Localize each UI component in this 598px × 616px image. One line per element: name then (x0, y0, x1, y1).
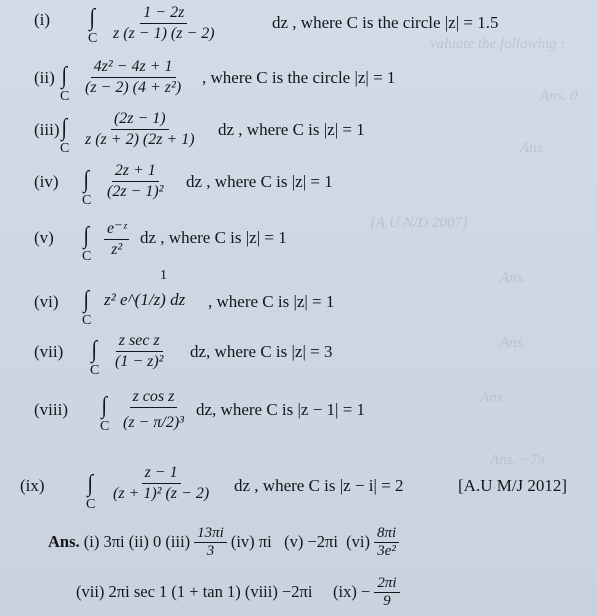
problem-label: (vii) (34, 342, 64, 361)
problem-iv (0, 158, 598, 210)
problem-label: (vi) (34, 292, 59, 311)
problem-viii (0, 384, 598, 456)
problem-condition: dz , where C is |z| = 1 (140, 228, 287, 247)
integral-symbol: ∫ C (82, 287, 92, 328)
problem-v (0, 214, 598, 266)
answer-ix-fraction: $\frac{2\pi i}{9}$ (374, 575, 399, 610)
problem-condition: dz , where C is the circle |z| = 1.5 (272, 13, 499, 32)
integrand-fraction: $\frac{\text{z sec z}}{\text{(1 − z)²}}$ (115, 332, 164, 370)
integrand-expression: z² e^(1/z) dz (104, 290, 186, 309)
ghost-ref: [A.U N/D 2007] (370, 215, 468, 231)
exam-reference: [A.U M/J 2012] (458, 476, 568, 495)
ghost-heading: valuate the following : (430, 36, 566, 52)
problem-vi (0, 266, 598, 326)
integral-symbol: ∫ C (86, 471, 96, 512)
answer-iii-fraction: $\frac{13\pi i}{3}$ (194, 525, 227, 560)
problem-condition: dz, where C is |z| = 3 (190, 342, 333, 361)
problem-condition: dz , where C is |z| = 1 (218, 120, 365, 139)
problem-vii (0, 328, 598, 380)
problem-ix (0, 460, 598, 514)
answers-heading: Ans. (48, 532, 80, 551)
integral-symbol: ∫ C (82, 223, 92, 264)
problem-label: (ix) (20, 476, 45, 495)
ghost-ans: Ans. (500, 270, 527, 286)
answers-i-iii: (i) 3πi (ii) 0 (iii) (83, 532, 191, 551)
problem-label: (iii) (34, 120, 60, 139)
integrand-fraction: $\frac{z - 1}{\text{(z + 1)² (z − 2)}}$ (113, 464, 210, 502)
integrand-fraction: $\frac{2z + 1}{\text{(2z − 1)²}}$ (107, 162, 164, 200)
ghost-ans: Ans. (520, 140, 547, 156)
integral-symbol: ∫ C (60, 63, 70, 104)
problem-i (0, 0, 598, 48)
integral-symbol: ∫ C (82, 167, 92, 208)
integrand-fraction: $\frac{\text{e⁻ᶻ}}{\text{z²}}$ (104, 218, 129, 259)
problem-label: (iv) (34, 172, 59, 191)
answers-vii-ix: (vii) 2πi sec 1 (1 + tan 1) (viii) −2πi (ix) − (76, 582, 371, 601)
problem-ii (0, 54, 598, 104)
exponent-numerator: 1 (160, 268, 167, 283)
ghost-ans: Ans. 0 (540, 88, 578, 104)
integral-symbol: ∫ C (90, 337, 100, 378)
answer-vi-fraction: $\frac{8\pi i}{\text{3e²}}$ (374, 525, 399, 560)
problem-condition: , where C is |z| = 1 (208, 292, 335, 311)
integrand-fraction: $\frac{\text{z cos z}}{\text{(z − π/2)³}}$ (123, 388, 184, 431)
problem-condition: dz , where C is |z| = 1 (186, 172, 333, 191)
answers-line-2 (76, 568, 404, 616)
integral-symbol: ∫ C (60, 115, 70, 156)
integrand-fraction: $\frac{1 - 2z}{z (z - 1) (z - 2)}$ (113, 4, 215, 42)
problem-condition: dz, where C is |z − 1| = 1 (196, 400, 366, 419)
ghost-ans: Ans. (480, 390, 507, 406)
ghost-ans: Ans. (500, 335, 527, 351)
integrand-fraction: $\frac{(2z - 1)}{z (z + 2) (2z + 1)}$ (85, 110, 195, 148)
integral-symbol: ∫ C (88, 5, 98, 46)
problem-condition: dz , where C is |z − i| = 2 (234, 476, 404, 495)
problem-condition: , where C is the circle |z| = 1 (202, 68, 396, 87)
problem-iii (0, 106, 598, 156)
integral-symbol: ∫ C (100, 393, 110, 434)
problem-label: (i) (34, 10, 51, 29)
problem-label: (v) (34, 228, 54, 247)
integrand-fraction: $\frac{\text{4z² − 4z + 1}}{\text{(z − 2) (4 + z²)}}$ (85, 58, 182, 96)
ghost-ans: Ans. −7π (490, 452, 546, 468)
problem-label: (viii) (34, 400, 68, 419)
answers-line-1 (48, 516, 403, 568)
problem-label: (ii) (34, 68, 55, 87)
answers-iv-vi: (iv) πi (v) −2πi (vi) (230, 532, 370, 551)
